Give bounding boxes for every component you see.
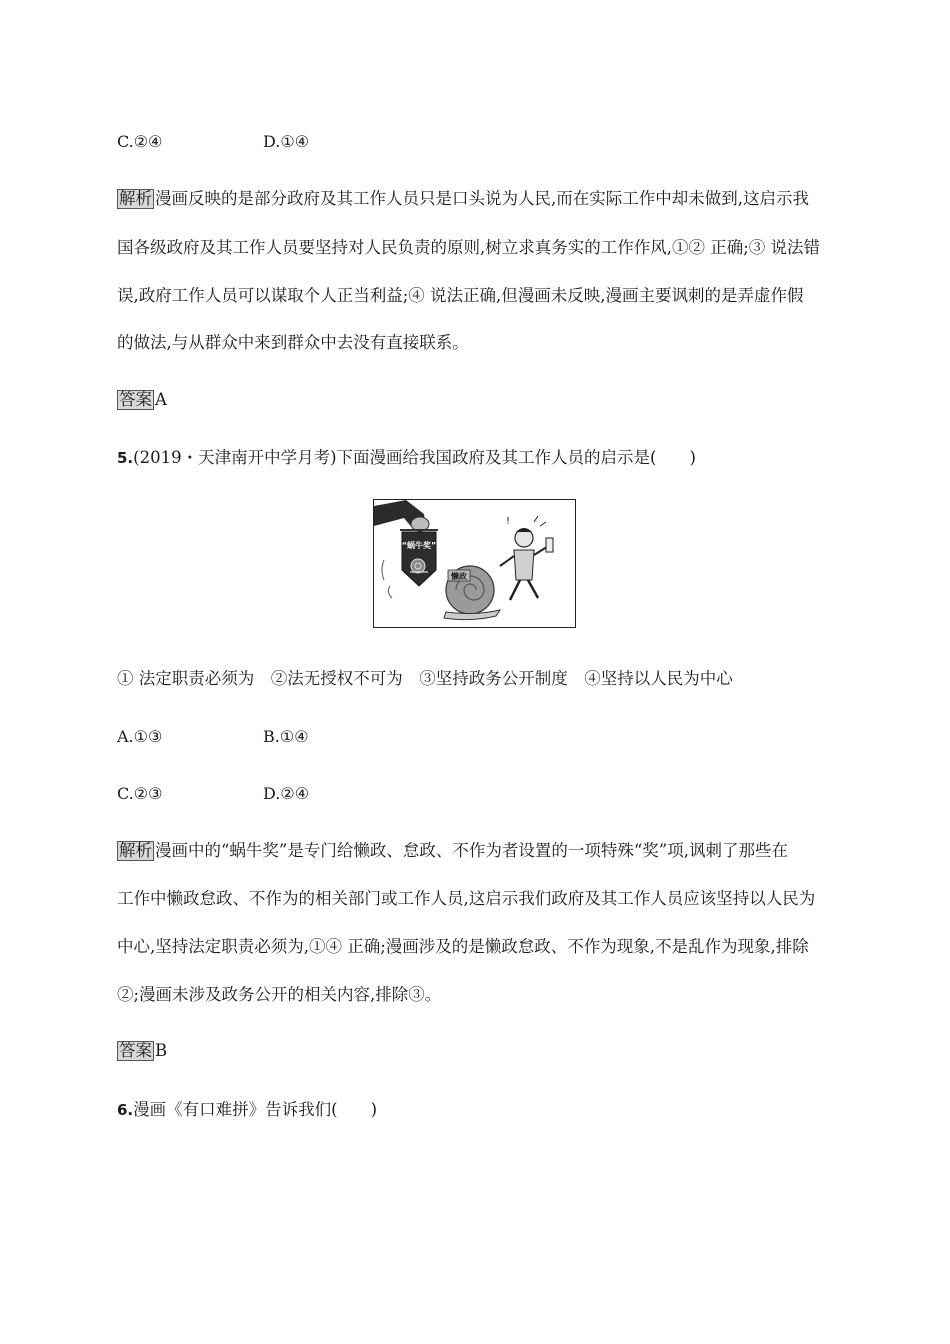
snail-label: 懒政 <box>451 572 467 581</box>
analysis-line: 误,政府工作人员可以谋取个人正当利益;④ 说法正确,但漫画未反映,漫画主要讽刺的是弄虚作假 <box>117 286 804 305</box>
analysis-line: 工作中懒政怠政、不作为的相关部门或工作人员,这启示我们政府及其工作人员应该坚持以人民为 <box>117 889 816 908</box>
analysis-line: 国各级政府及其工作人员要坚持对人民负责的原则,树立求真务实的工作作风,①② 正确;③ 说法错 <box>117 238 821 257</box>
option-c: C.②④ <box>117 132 163 151</box>
analysis-line: 中心,坚持法定职责必须为,①④ 正确;漫画涉及的是懒政怠政、不作为现象,不是乱作为现象,排除 <box>117 937 809 956</box>
answer-tag: 答案 <box>119 1041 152 1060</box>
cartoon-snail-award <box>373 499 576 628</box>
option-d: D.②④ <box>263 784 310 803</box>
cartoon-illustration <box>374 500 574 626</box>
question-number: 5. <box>117 449 134 467</box>
option-d: D.①④ <box>263 132 310 151</box>
analysis-tag: 解析 <box>119 841 152 860</box>
answer-tag: 答案 <box>119 390 152 409</box>
answer-value: A <box>155 390 167 409</box>
option-a: A.①③ <box>117 727 163 746</box>
analysis-line: ②;漫画未涉及政务公开的相关内容,排除③。 <box>117 985 442 1004</box>
question-5-stem: 5.(2019・天津南开中学月考)下面漫画给我国政府及其工作人员的启示是( ) <box>117 448 696 467</box>
option-b: B.①④ <box>263 727 309 746</box>
svg-text:!: ! <box>506 516 511 527</box>
question-6-stem: 6.漫画《有口难拼》告诉我们( ) <box>117 1100 378 1119</box>
analysis-line: 解析 漫画反映的是部分政府及其工作人员只是口头说为人民,而在实际工作中却未做到,这启示我 <box>119 189 809 208</box>
option-c: C.②③ <box>117 784 163 803</box>
analysis-line: 的做法,与从群众中来到群众中去没有直接联系。 <box>117 333 469 352</box>
answer-value: B <box>155 1041 168 1060</box>
banner-text: “蜗牛奖” <box>401 541 437 550</box>
answer-line <box>117 1041 167 1061</box>
answer-line <box>117 390 167 410</box>
question-number: 6. <box>117 1101 134 1119</box>
analysis-tag: 解析 <box>119 189 152 208</box>
statement-list: ① 法定职责必须为 ②法无授权不可为 ③坚持政务公开制度 ④坚持以人民为中心 <box>117 669 733 688</box>
analysis-line: 解析 漫画中的“蜗牛奖”是专门给懒政、怠政、不作为者设置的一项特殊“奖”项,讽刺了那些在 <box>119 841 788 860</box>
